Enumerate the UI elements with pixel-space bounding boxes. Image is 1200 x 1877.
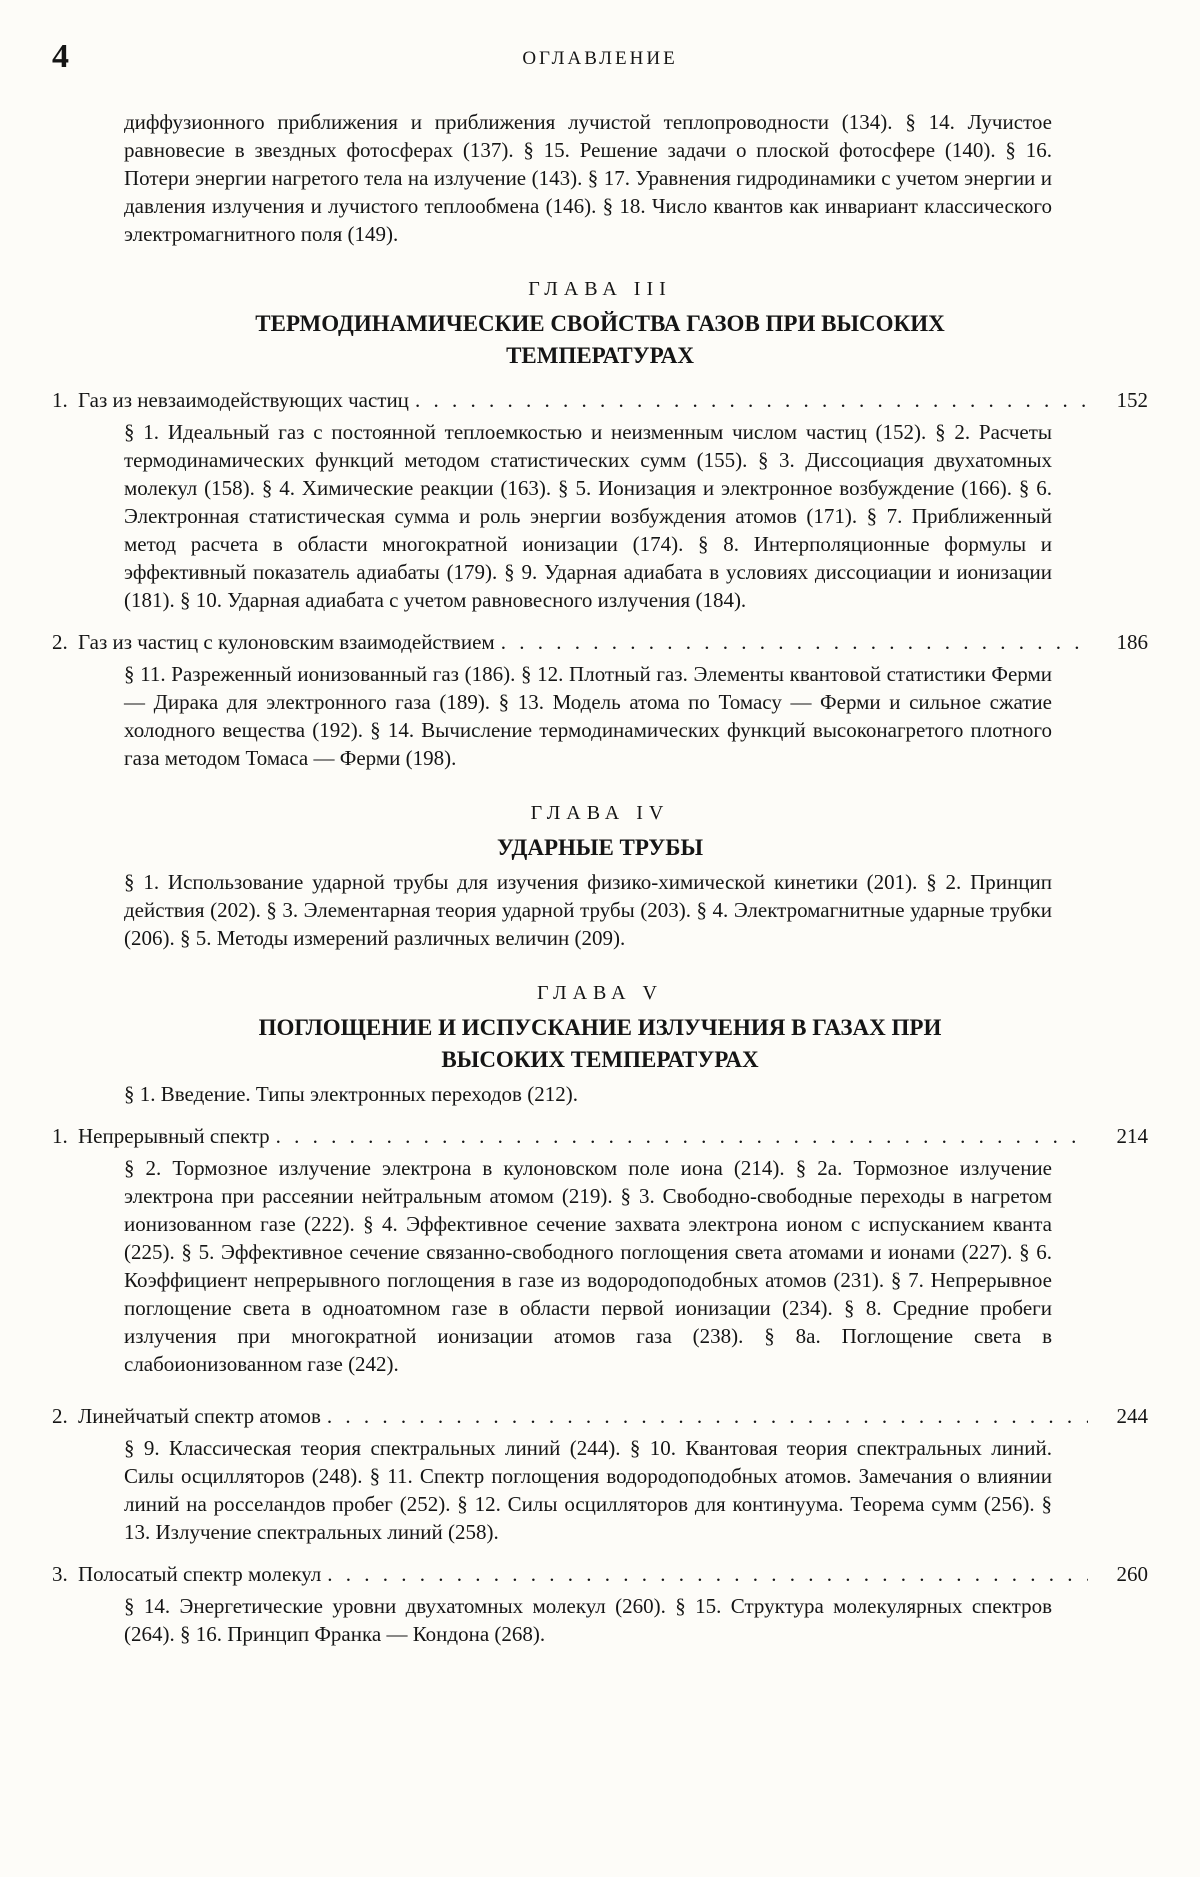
entry-page-number: 152	[1116, 388, 1148, 412]
chapter-5-title: ПОГЛОЩЕНИЕ И ИСПУСКАНИЕ ИЗЛУЧЕНИЯ В ГАЗАХ ПРИ ВЫСОКИХ ТЕМПЕРАТУРАХ	[258, 1015, 942, 1072]
entry-number: 1.	[52, 1124, 68, 1148]
leader-dots	[327, 1402, 1088, 1430]
section-list: § 1. Использование ударной трубы для изучения физико-химической кинетики (201). § 2. Принцип действия (202). § 3. Элементарная теория ударной трубы (203). § 4. Электромагнитные ударные трубки (206). § 5. Методы измерений различных величин (209).	[124, 870, 1052, 950]
page-number: 4	[52, 38, 69, 75]
entry-number: 2.	[52, 1404, 68, 1428]
leader-dots	[415, 386, 1088, 414]
continued-paragraph: диффузионного приближения и приближения лучистой теплопроводности (134). § 14. Лучистое равновесие в звездных фотосферах (137). § 15. Решение задачи о плоской фотосфере (140). § 16. Потери энергии нагретого тела на излучение (143). § 17. Уравнения гидродинамики с учетом энергии и давления излучения и лучистого теплообмена (146). § 18. Число квантов как инвариант классического электромагнитного поля (149).	[124, 110, 1052, 246]
section-list: § 11. Разреженный ионизованный газ (186). § 12. Плотный газ. Элементы квантовой статистики Ферми — Дирака для электронного газа (189). § 13. Модель атома по Томасу — Ферми и сильное сжатие холодного вещества (192). § 14. Вычисление термодинамических функций высоконагретого плотного газа методом Томаса — Ферми (198).	[124, 662, 1052, 770]
toc-entry-ch5-2[interactable]	[52, 1402, 1148, 1430]
chapter-5-intro: § 1. Введение. Типы электронных переходов (212).	[124, 1082, 578, 1106]
entry-page-number: 214	[1116, 1124, 1148, 1148]
entry-title: Газ из частиц с кулоновским взаимодействием	[78, 630, 495, 654]
running-title: ОГЛАВЛЕНИЕ	[522, 48, 678, 69]
leader-dots	[501, 628, 1088, 656]
section-list: § 14. Энергетические уровни двухатомных молекул (260). § 15. Структура молекулярных спектров (264). § 16. Принцип Франка — Кондона (268).	[124, 1594, 1052, 1646]
entry-number: 3.	[52, 1562, 68, 1586]
toc-entry-ch5-1[interactable]	[52, 1122, 1148, 1150]
toc-content	[52, 108, 1148, 1648]
running-header	[0, 38, 1200, 78]
entry-number: 2.	[52, 630, 68, 654]
toc-entry-ch3-2[interactable]	[52, 628, 1148, 656]
entry-number: 1.	[52, 388, 68, 412]
chapter-3-label: ГЛАВА III	[528, 278, 672, 300]
toc-entry-ch3-1[interactable]	[52, 386, 1148, 414]
leader-dots	[276, 1122, 1088, 1150]
chapter-4-label: ГЛАВА IV	[530, 802, 670, 824]
entry-title: Линейчатый спектр атомов	[78, 1404, 321, 1428]
chapter-3-title: ТЕРМОДИНАМИЧЕСКИЕ СВОЙСТВА ГАЗОВ ПРИ ВЫСОКИХ ТЕМПЕРАТУРАХ	[255, 311, 945, 368]
chapter-4-title: УДАРНЫЕ ТРУБЫ	[496, 835, 704, 860]
entry-title: Газ из невзаимодействующих частиц	[78, 388, 409, 412]
entry-page-number: 186	[1116, 630, 1148, 654]
section-list: § 1. Идеальный газ с постоянной теплоемкостью и неизменным числом частиц (152). § 2. Расчеты термодинамических функций методом статистических сумм (155). § 3. Диссоциация двухатомных молекул (158). § 4. Химические реакции (163). § 5. Ионизация и электронное возбуждение (166). § 6. Электронная статистическая сумма и роль энергии возбуждения атомов (171). § 7. Приближенный метод расчета в области многократной ионизации (174). § 8. Интерполяционные формулы и эффективный показатель адиабаты (179). § 9. Ударная адиабата в условиях диссоциации и ионизации (181). § 10. Ударная адиабата с учетом равновесного излучения (184).	[124, 420, 1052, 612]
toc-entry-ch5-3[interactable]	[52, 1560, 1148, 1588]
entry-page-number: 260	[1116, 1562, 1148, 1586]
chapter-5-label: ГЛАВА V	[536, 982, 664, 1004]
leader-dots	[327, 1560, 1088, 1588]
section-list: § 9. Классическая теория спектральных линий (244). § 10. Квантовая теория спектральных линий. Силы осцилляторов (248). § 11. Спектр поглощения водородоподобных атомов. Замечания о влиянии линий на росселандов пробег (252). § 12. Силы осцилляторов для континуума. Теорема сумм (256). § 13. Излучение спектральных линий (258).	[124, 1436, 1052, 1544]
entry-title: Непрерывный спектр	[78, 1124, 270, 1148]
section-list: § 2. Тормозное излучение электрона в кулоновском поле иона (214). § 2а. Тормозное излучение электрона при рассеянии нейтральным атомом (219). § 3. Свободно-свободные переходы в нагретом ионизованном газе (222). § 4. Эффективное сечение захвата электрона ионом с испусканием кванта (225). § 5. Эффективное сечение связанно-свободного поглощения света атомами и ионами (227). § 6. Коэффициент непрерывного поглощения в газе из водородоподобных атомов (231). § 7. Непрерывное поглощение света в одноатомном газе в области первой ионизации (234). § 8. Средние пробеги излучения при многократной ионизации атомов газа (238). § 8а. Поглощение света в слабоионизованном газе (242).	[124, 1156, 1052, 1376]
entry-title: Полосатый спектр молекул	[78, 1562, 322, 1586]
entry-page-number: 244	[1116, 1404, 1148, 1428]
